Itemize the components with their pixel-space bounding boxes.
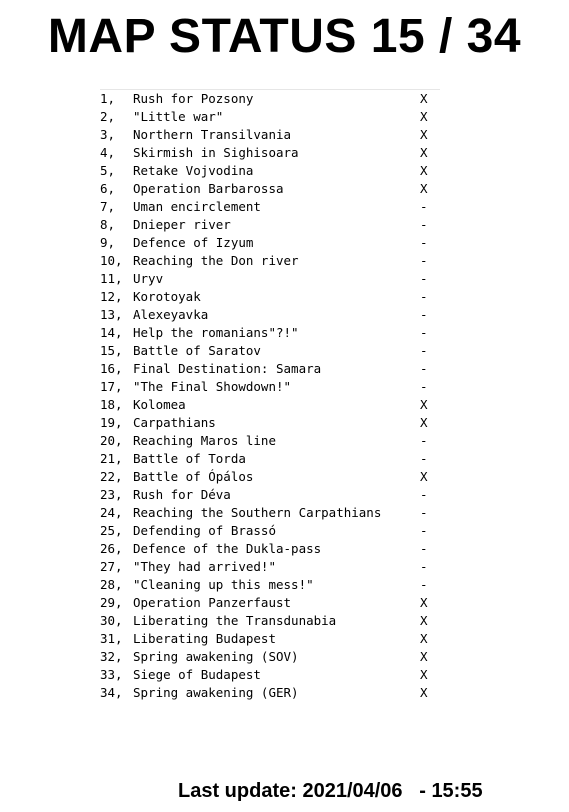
map-number: 14,	[100, 325, 123, 340]
map-name: Spring awakening (SOV)	[133, 649, 299, 664]
map-number: 30,	[100, 613, 123, 628]
map-row	[100, 396, 440, 414]
map-status-mark: -	[420, 541, 428, 556]
map-status-mark: -	[420, 343, 428, 358]
map-row	[100, 360, 440, 378]
map-name: Rush for Déva	[133, 487, 231, 502]
map-row	[100, 594, 440, 612]
last-update-text: Last update: 2021/04/06 - 15:55	[178, 780, 483, 802]
map-name: Liberating the Transdunabia	[133, 613, 337, 628]
map-number: 15,	[100, 343, 123, 358]
map-status-mark: -	[420, 307, 428, 322]
map-status-mark: -	[420, 559, 428, 574]
map-name: Battle of Torda	[133, 451, 246, 466]
map-name: Reaching Maros line	[133, 433, 276, 448]
map-row	[100, 108, 440, 126]
map-number: 22,	[100, 469, 123, 484]
map-number: 25,	[100, 523, 123, 538]
map-name: Defending of Brassó	[133, 523, 276, 538]
map-name: Battle of Ópálos	[133, 469, 254, 484]
map-row	[100, 540, 440, 558]
map-number: 32,	[100, 649, 123, 664]
map-row	[100, 576, 440, 594]
map-name: Rush for Pozsony	[133, 91, 254, 106]
map-number: 19,	[100, 415, 123, 430]
map-row	[100, 288, 440, 306]
map-row	[100, 612, 440, 630]
map-number: 1,	[100, 91, 116, 106]
map-status-mark: -	[420, 253, 428, 268]
map-number: 33,	[100, 667, 123, 682]
map-status-mark: -	[420, 235, 428, 250]
map-status-mark: -	[420, 289, 428, 304]
map-status-mark: -	[420, 325, 428, 340]
map-name: Dnieper river	[133, 217, 231, 232]
map-status-mark: X	[420, 595, 428, 610]
map-status-mark: -	[420, 271, 428, 286]
map-name: Spring awakening (GER)	[133, 685, 299, 700]
map-status-mark: X	[420, 613, 428, 628]
map-name: Alexeyavka	[133, 307, 209, 322]
map-row	[100, 324, 440, 342]
map-number: 34,	[100, 685, 123, 700]
map-number: 11,	[100, 271, 123, 286]
map-name: Skirmish in Sighisoara	[133, 145, 299, 160]
map-name: Defence of Izyum	[133, 235, 254, 250]
map-status-list	[100, 89, 440, 702]
map-number: 6,	[100, 181, 116, 196]
map-row	[100, 450, 440, 468]
map-status-mark: -	[420, 433, 428, 448]
map-status-mark: -	[420, 361, 428, 376]
map-status-mark: -	[420, 577, 428, 592]
map-status-mark: -	[420, 199, 428, 214]
map-status-mark: -	[420, 217, 428, 232]
map-name: Northern Transilvania	[133, 127, 292, 142]
map-name: Battle of Saratov	[133, 343, 261, 358]
map-row	[100, 414, 440, 432]
map-number: 29,	[100, 595, 123, 610]
map-number: 17,	[100, 379, 123, 394]
map-status-mark: X	[420, 649, 428, 664]
map-name: "Little war"	[133, 109, 224, 124]
map-number: 5,	[100, 163, 116, 178]
map-name: Operation Barbarossa	[133, 181, 284, 196]
map-name: "Cleaning up this mess!"	[133, 577, 314, 592]
map-number: 21,	[100, 451, 123, 466]
map-name: Defence of the Dukla-pass	[133, 541, 322, 556]
map-name: Korotoyak	[133, 289, 201, 304]
map-row	[100, 630, 440, 648]
map-number: 13,	[100, 307, 123, 322]
map-number: 4,	[100, 145, 116, 160]
map-name: Uman encirclement	[133, 199, 261, 214]
map-status-mark: X	[420, 181, 428, 196]
map-row	[100, 180, 440, 198]
map-number: 3,	[100, 127, 116, 142]
map-number: 8,	[100, 217, 116, 232]
map-name: Kolomea	[133, 397, 186, 412]
map-status-mark: -	[420, 379, 428, 394]
map-status-mark: -	[420, 505, 428, 520]
map-number: 7,	[100, 199, 116, 214]
page-title: MAP STATUS 15 / 34	[47, 10, 522, 63]
map-row	[100, 90, 440, 108]
map-number: 18,	[100, 397, 123, 412]
map-status-mark: X	[420, 127, 428, 142]
map-name: Operation Panzerfaust	[133, 595, 292, 610]
map-name: "The Final Showdown!"	[133, 379, 292, 394]
map-status-mark: X	[420, 469, 428, 484]
map-name: Reaching the Southern Carpathians	[133, 505, 382, 520]
map-row	[100, 198, 440, 216]
map-name: Reaching the Don river	[133, 253, 299, 268]
map-status-mark: X	[420, 91, 428, 106]
map-status-mark: X	[420, 415, 428, 430]
map-row	[100, 252, 440, 270]
map-row	[100, 144, 440, 162]
map-status-mark: -	[420, 487, 428, 502]
map-status-mark: -	[420, 523, 428, 538]
map-row	[100, 666, 440, 684]
map-row	[100, 126, 440, 144]
map-row	[100, 558, 440, 576]
map-row	[100, 162, 440, 180]
map-name: Siege of Budapest	[133, 667, 261, 682]
map-status-mark: X	[420, 667, 428, 682]
map-number: 26,	[100, 541, 123, 556]
map-name: Retake Vojvodina	[133, 163, 254, 178]
map-number: 9,	[100, 235, 116, 250]
map-status-mark: X	[420, 109, 428, 124]
map-number: 31,	[100, 631, 123, 646]
map-name: "They had arrived!"	[133, 559, 276, 574]
map-row	[100, 270, 440, 288]
map-status-mark: X	[420, 145, 428, 160]
map-number: 12,	[100, 289, 123, 304]
map-status-mark: X	[420, 163, 428, 178]
map-status-mark: -	[420, 451, 428, 466]
map-row	[100, 216, 440, 234]
map-row	[100, 306, 440, 324]
map-row	[100, 486, 440, 504]
map-number: 24,	[100, 505, 123, 520]
map-status-mark: X	[420, 685, 428, 700]
map-number: 28,	[100, 577, 123, 592]
map-number: 10,	[100, 253, 123, 268]
map-row	[100, 522, 440, 540]
map-row	[100, 648, 440, 666]
map-number: 16,	[100, 361, 123, 376]
map-row	[100, 468, 440, 486]
map-row	[100, 504, 440, 522]
map-number: 23,	[100, 487, 123, 502]
map-name: Final Destination: Samara	[133, 361, 322, 376]
map-number: 27,	[100, 559, 123, 574]
map-row	[100, 234, 440, 252]
map-row	[100, 342, 440, 360]
map-row	[100, 378, 440, 396]
map-name: Uryv	[133, 271, 164, 286]
map-number: 20,	[100, 433, 123, 448]
map-name: Liberating Budapest	[133, 631, 276, 646]
map-row	[100, 432, 440, 450]
map-row	[100, 684, 440, 702]
map-number: 2,	[100, 109, 116, 124]
map-name: Help the romanians"?!"	[133, 325, 299, 340]
map-status-mark: X	[420, 397, 428, 412]
map-status-mark: X	[420, 631, 428, 646]
map-name: Carpathians	[133, 415, 216, 430]
